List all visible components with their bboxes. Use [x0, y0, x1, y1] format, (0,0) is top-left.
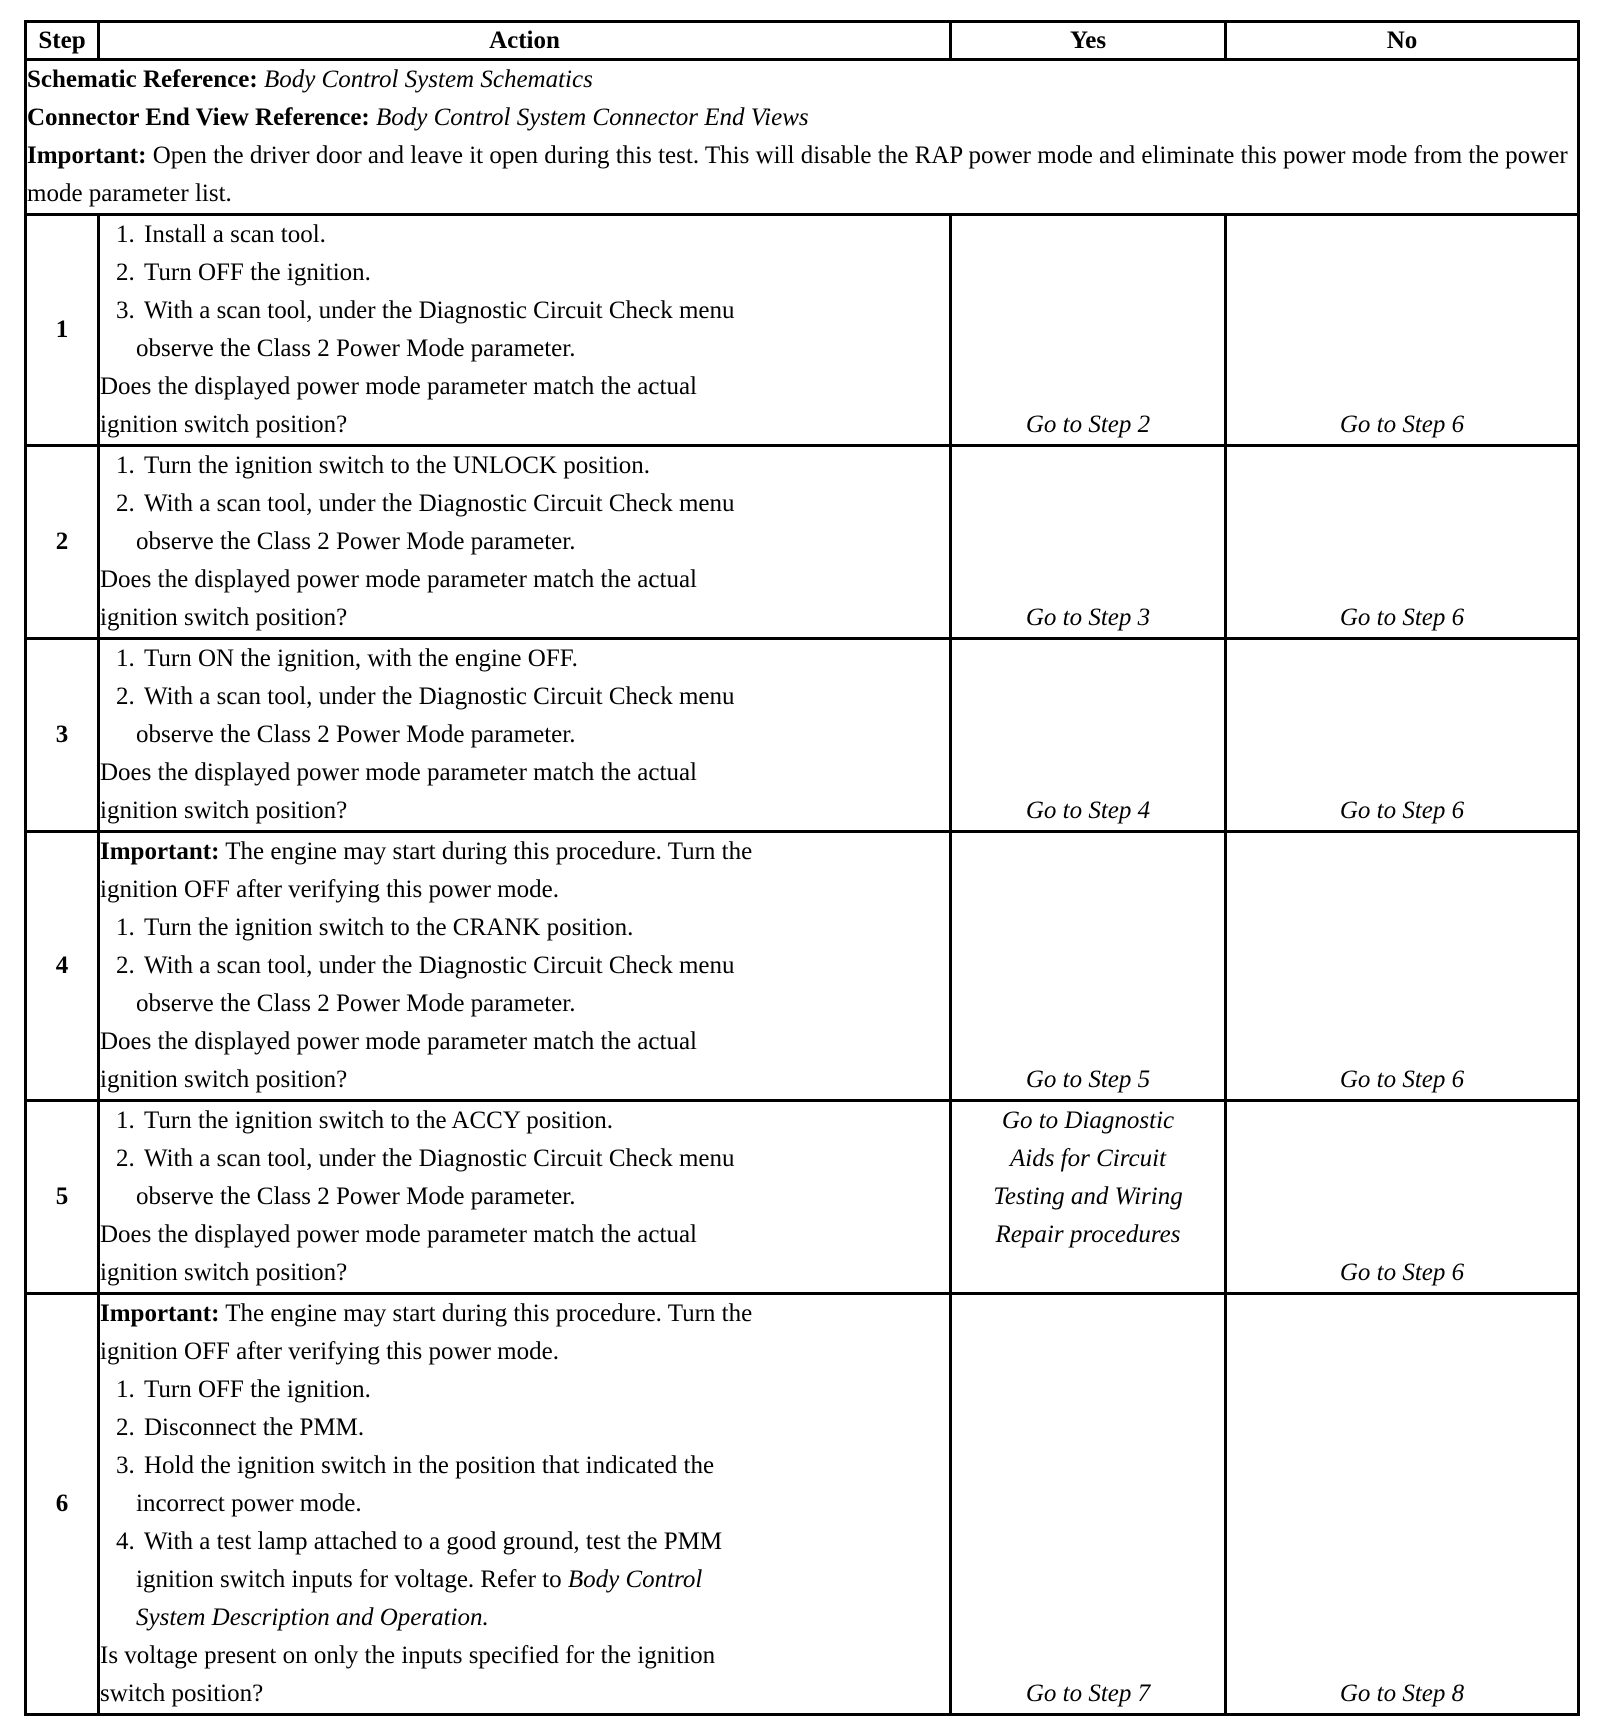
- question-line: ignition switch position?: [100, 1066, 348, 1093]
- question-line: ignition switch position?: [100, 604, 348, 631]
- question-line: Does the displayed power mode parameter match the actual: [100, 759, 697, 786]
- question-line: ignition switch position?: [100, 797, 348, 824]
- list-item: 1. Turn the ignition switch to the CRANK position.: [116, 914, 634, 941]
- list-item-continuation: observe the Class 2 Power Mode parameter.: [136, 990, 576, 1017]
- action-cell: [99, 1294, 951, 1715]
- no-link[interactable]: Go to Step 6: [1226, 639, 1579, 832]
- header-row: [26, 22, 1579, 60]
- schematic-link[interactable]: Body Control System Schematics: [263, 66, 593, 93]
- list-item: 1. Turn ON the ignition, with the engine OFF.: [116, 645, 578, 672]
- important-text: Open the driver door and leave it open during this test. This will disable the RAP power mode and eliminate this power mode from the power mode parameter list.: [27, 142, 1568, 207]
- schematic-label: Schematic Reference:: [27, 66, 258, 93]
- question-line: Does the displayed power mode parameter match the actual: [100, 566, 697, 593]
- list-item-continuation: observe the Class 2 Power Mode parameter.: [136, 721, 576, 748]
- list-item-continuation: incorrect power mode.: [136, 1490, 362, 1517]
- table-row: [26, 215, 1579, 446]
- table-row: [26, 832, 1579, 1101]
- header-yes: Yes: [951, 22, 1226, 60]
- list-item: 2. Disconnect the PMM.: [116, 1414, 365, 1441]
- step-number: 1: [26, 215, 99, 446]
- yes-link[interactable]: Go to Diagnostic Aids for Circuit Testing and Wiring Repair procedures: [951, 1101, 1226, 1294]
- table-row: [26, 1101, 1579, 1294]
- list-item: 2. With a scan tool, under the Diagnostic Circuit Check menu: [116, 952, 735, 979]
- header-action: Action: [99, 22, 951, 60]
- list-item: 1. Turn OFF the ignition.: [116, 1376, 371, 1403]
- connector-link[interactable]: Body Control System Connector End Views: [376, 104, 809, 131]
- list-item: 1. Turn the ignition switch to the UNLOCK position.: [116, 452, 651, 479]
- yes-link[interactable]: Go to Step 3: [951, 446, 1226, 639]
- list-item: 1. Install a scan tool.: [116, 221, 326, 248]
- yes-link[interactable]: Go to Step 5: [951, 832, 1226, 1101]
- action-cell: [99, 1101, 951, 1294]
- question-line: Is voltage present on only the inputs specified for the ignition: [100, 1642, 716, 1669]
- table-row: [26, 1294, 1579, 1715]
- yes-link[interactable]: Go to Step 7: [951, 1294, 1226, 1715]
- no-link[interactable]: Go to Step 6: [1226, 446, 1579, 639]
- important-label: Important:: [27, 142, 147, 169]
- action-cell: [99, 832, 951, 1101]
- description-link[interactable]: Body Control: [567, 1566, 703, 1593]
- action-cell: [99, 639, 951, 832]
- header-no: No: [1226, 22, 1579, 60]
- list-item-continuation: observe the Class 2 Power Mode parameter.: [136, 528, 576, 555]
- connector-reference: [27, 99, 1577, 137]
- action-cell: [99, 446, 951, 639]
- list-item-continuation: observe the Class 2 Power Mode parameter.: [136, 1183, 576, 1210]
- no-link[interactable]: Go to Step 6: [1226, 1101, 1579, 1294]
- header-step: Step: [26, 22, 99, 60]
- step-number: 2: [26, 446, 99, 639]
- table-row: [26, 446, 1579, 639]
- list-item: 2. Turn OFF the ignition.: [116, 259, 371, 286]
- list-item: 3. With a scan tool, under the Diagnostic Circuit Check menu: [116, 297, 735, 324]
- no-link[interactable]: Go to Step 6: [1226, 215, 1579, 446]
- no-link[interactable]: Go to Step 6: [1226, 832, 1579, 1101]
- description-link-continuation[interactable]: System Description and Operation.: [136, 1604, 489, 1631]
- list-item: 4. With a test lamp attached to a good ground, test the PMM: [116, 1528, 723, 1555]
- intro-row: [26, 60, 1579, 215]
- step-number: 4: [26, 832, 99, 1101]
- important-note: Important: The engine may start during this procedure. Turn the: [100, 838, 753, 865]
- yes-link[interactable]: Go to Step 4: [951, 639, 1226, 832]
- table-row: [26, 639, 1579, 832]
- step-number: 5: [26, 1101, 99, 1294]
- question-line: ignition switch position?: [100, 1259, 348, 1286]
- list-item-continuation: ignition switch inputs for voltage. Refer to Body Control: [136, 1566, 703, 1593]
- question-line: Does the displayed power mode parameter match the actual: [100, 1028, 697, 1055]
- list-item: 2. With a scan tool, under the Diagnostic Circuit Check menu: [116, 683, 735, 710]
- list-item: 3. Hold the ignition switch in the position that indicated the: [116, 1452, 715, 1479]
- important-note: Important: The engine may start during this procedure. Turn the: [100, 1300, 753, 1327]
- list-item-continuation: observe the Class 2 Power Mode parameter.: [136, 335, 576, 362]
- question-line: ignition switch position?: [100, 411, 348, 438]
- list-item: 2. With a scan tool, under the Diagnostic Circuit Check menu: [116, 490, 735, 517]
- step-number: 3: [26, 639, 99, 832]
- diagnostic-table: [24, 20, 1580, 1716]
- question-line: Does the displayed power mode parameter match the actual: [100, 1221, 697, 1248]
- important-note-continuation: ignition OFF after verifying this power mode.: [100, 876, 559, 903]
- connector-label: Connector End View Reference:: [27, 104, 370, 131]
- no-link[interactable]: Go to Step 8: [1226, 1294, 1579, 1715]
- intro-important: [27, 137, 1577, 213]
- question-line: switch position?: [100, 1680, 264, 1707]
- yes-link[interactable]: Go to Step 2: [951, 215, 1226, 446]
- important-note-continuation: ignition OFF after verifying this power mode.: [100, 1338, 559, 1365]
- list-item: 1. Turn the ignition switch to the ACCY position.: [116, 1107, 614, 1134]
- list-item: 2. With a scan tool, under the Diagnostic Circuit Check menu: [116, 1145, 735, 1172]
- question-line: Does the displayed power mode parameter match the actual: [100, 373, 697, 400]
- step-number: 6: [26, 1294, 99, 1715]
- intro-cell: [26, 60, 1579, 215]
- schematic-reference: [27, 61, 1577, 99]
- action-cell: [99, 215, 951, 446]
